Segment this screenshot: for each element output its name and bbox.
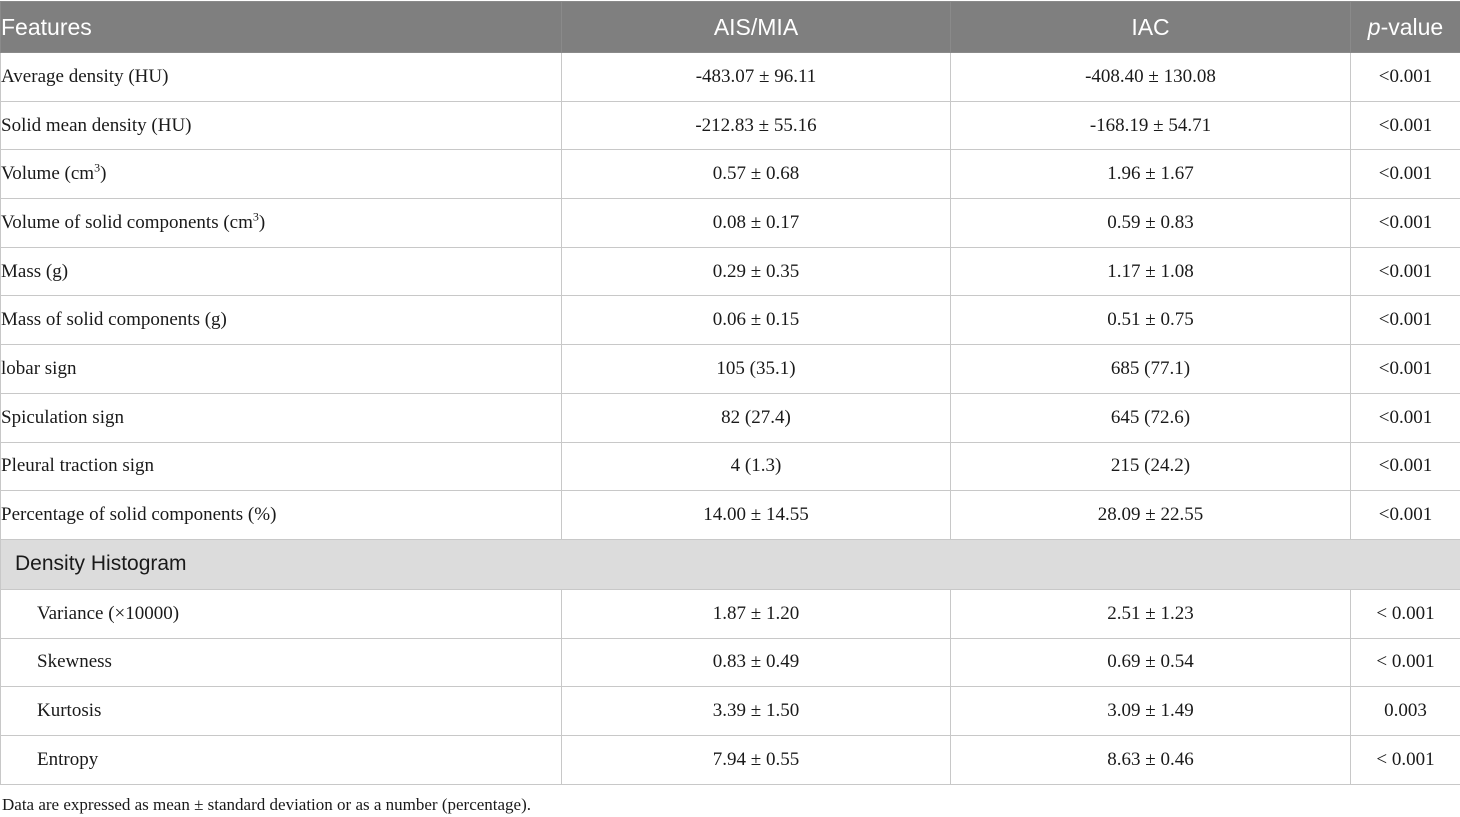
iac-cell: 8.63 ± 0.46 — [951, 735, 1351, 784]
header-features: Features — [1, 2, 562, 53]
p-value-cell: <0.001 — [1351, 150, 1460, 199]
table-body — [1, 53, 1460, 785]
iac-cell: 1.96 ± 1.67 — [951, 150, 1351, 199]
section-header-row — [1, 539, 1460, 589]
p-value-cell: < 0.001 — [1351, 735, 1460, 784]
p-value-cell: < 0.001 — [1351, 589, 1460, 638]
p-value-cell: <0.001 — [1351, 53, 1460, 102]
table-row — [1, 491, 1460, 540]
p-value-cell: <0.001 — [1351, 491, 1460, 540]
feature-text-end: ) — [258, 211, 266, 233]
table-row — [1, 199, 1460, 248]
table-row — [1, 735, 1460, 784]
ais-mia-cell: 4 (1.3) — [562, 442, 951, 491]
table-row — [1, 345, 1460, 394]
ais-mia-cell: 1.87 ± 1.20 — [562, 589, 951, 638]
iac-cell: 1.17 ± 1.08 — [951, 247, 1351, 296]
table-row — [1, 687, 1460, 736]
ais-mia-cell: 0.08 ± 0.17 — [562, 199, 951, 248]
table-row — [1, 53, 1460, 102]
ais-mia-cell: 7.94 ± 0.55 — [562, 735, 951, 784]
feature-cell: Spiculation sign — [1, 393, 562, 442]
ais-mia-cell: 0.83 ± 0.49 — [562, 638, 951, 687]
results-table — [0, 1, 1460, 785]
feature-cell: lobar sign — [1, 345, 562, 394]
p-value-cell: < 0.001 — [1351, 638, 1460, 687]
feature-cell: Pleural traction sign — [1, 442, 562, 491]
iac-cell: 0.59 ± 0.83 — [951, 199, 1351, 248]
table-row — [1, 393, 1460, 442]
table-footnote: Data are expressed as mean ± standard deviation or as a number (percentage). — [2, 795, 532, 814]
feature-cell: Variance (×10000) — [1, 589, 562, 638]
feature-cell: Entropy — [1, 735, 562, 784]
iac-cell: 2.51 ± 1.23 — [951, 589, 1351, 638]
iac-cell: 685 (77.1) — [951, 345, 1351, 394]
feature-cell: Kurtosis — [1, 687, 562, 736]
p-value-cell: <0.001 — [1351, 393, 1460, 442]
iac-cell: -168.19 ± 54.71 — [951, 101, 1351, 150]
iac-cell: 0.69 ± 0.54 — [951, 638, 1351, 687]
header-ais-mia: AIS/MIA — [562, 2, 951, 53]
table-row — [1, 442, 1460, 491]
iac-cell: -408.40 ± 130.08 — [951, 53, 1351, 102]
superscript: 3 — [94, 160, 101, 175]
iac-cell: 0.51 ± 0.75 — [951, 296, 1351, 345]
feature-cell: Average density (HU) — [1, 53, 562, 102]
feature-cell: Percentage of solid components (%) — [1, 491, 562, 540]
header-iac: IAC — [951, 2, 1351, 53]
header-row — [1, 2, 1460, 53]
feature-text: Volume of solid components (cm — [1, 211, 253, 233]
feature-text: Volume (cm — [1, 163, 95, 185]
ais-mia-cell: 0.29 ± 0.35 — [562, 247, 951, 296]
table-header — [1, 2, 1460, 53]
iac-cell: 645 (72.6) — [951, 393, 1351, 442]
p-suffix: -value — [1380, 13, 1444, 40]
table-row — [1, 296, 1460, 345]
p-value-cell: <0.001 — [1351, 345, 1460, 394]
ais-mia-cell: 0.06 ± 0.15 — [562, 296, 951, 345]
table-row — [1, 101, 1460, 150]
feature-cell — [1, 199, 562, 248]
ais-mia-cell: 14.00 ± 14.55 — [562, 491, 951, 540]
feature-cell: Solid mean density (HU) — [1, 101, 562, 150]
table-row — [1, 589, 1460, 638]
feature-cell: Mass of solid components (g) — [1, 296, 562, 345]
ais-mia-cell: 82 (27.4) — [562, 393, 951, 442]
ais-mia-cell: 3.39 ± 1.50 — [562, 687, 951, 736]
iac-cell: 3.09 ± 1.49 — [951, 687, 1351, 736]
p-value-cell: <0.001 — [1351, 296, 1460, 345]
p-italic: p — [1367, 13, 1381, 40]
ais-mia-cell: -212.83 ± 55.16 — [562, 101, 951, 150]
iac-cell: 28.09 ± 22.55 — [951, 491, 1351, 540]
table-row — [1, 150, 1460, 199]
header-p-value — [1351, 2, 1460, 53]
ais-mia-cell: -483.07 ± 96.11 — [562, 53, 951, 102]
feature-text-end: ) — [100, 163, 107, 185]
feature-cell: Mass (g) — [1, 247, 562, 296]
feature-cell — [1, 150, 562, 199]
feature-cell: Skewness — [1, 638, 562, 687]
table-row — [1, 247, 1460, 296]
p-value-cell: 0.003 — [1351, 687, 1460, 736]
ais-mia-cell: 0.57 ± 0.68 — [562, 150, 951, 199]
superscript: 3 — [252, 209, 259, 224]
p-value-cell: <0.001 — [1351, 442, 1460, 491]
p-value-cell: <0.001 — [1351, 101, 1460, 150]
ais-mia-cell: 105 (35.1) — [562, 345, 951, 394]
p-value-cell: <0.001 — [1351, 199, 1460, 248]
p-value-cell: <0.001 — [1351, 247, 1460, 296]
section-title: Density Histogram — [1, 539, 1460, 589]
iac-cell: 215 (24.2) — [951, 442, 1351, 491]
table-row — [1, 638, 1460, 687]
